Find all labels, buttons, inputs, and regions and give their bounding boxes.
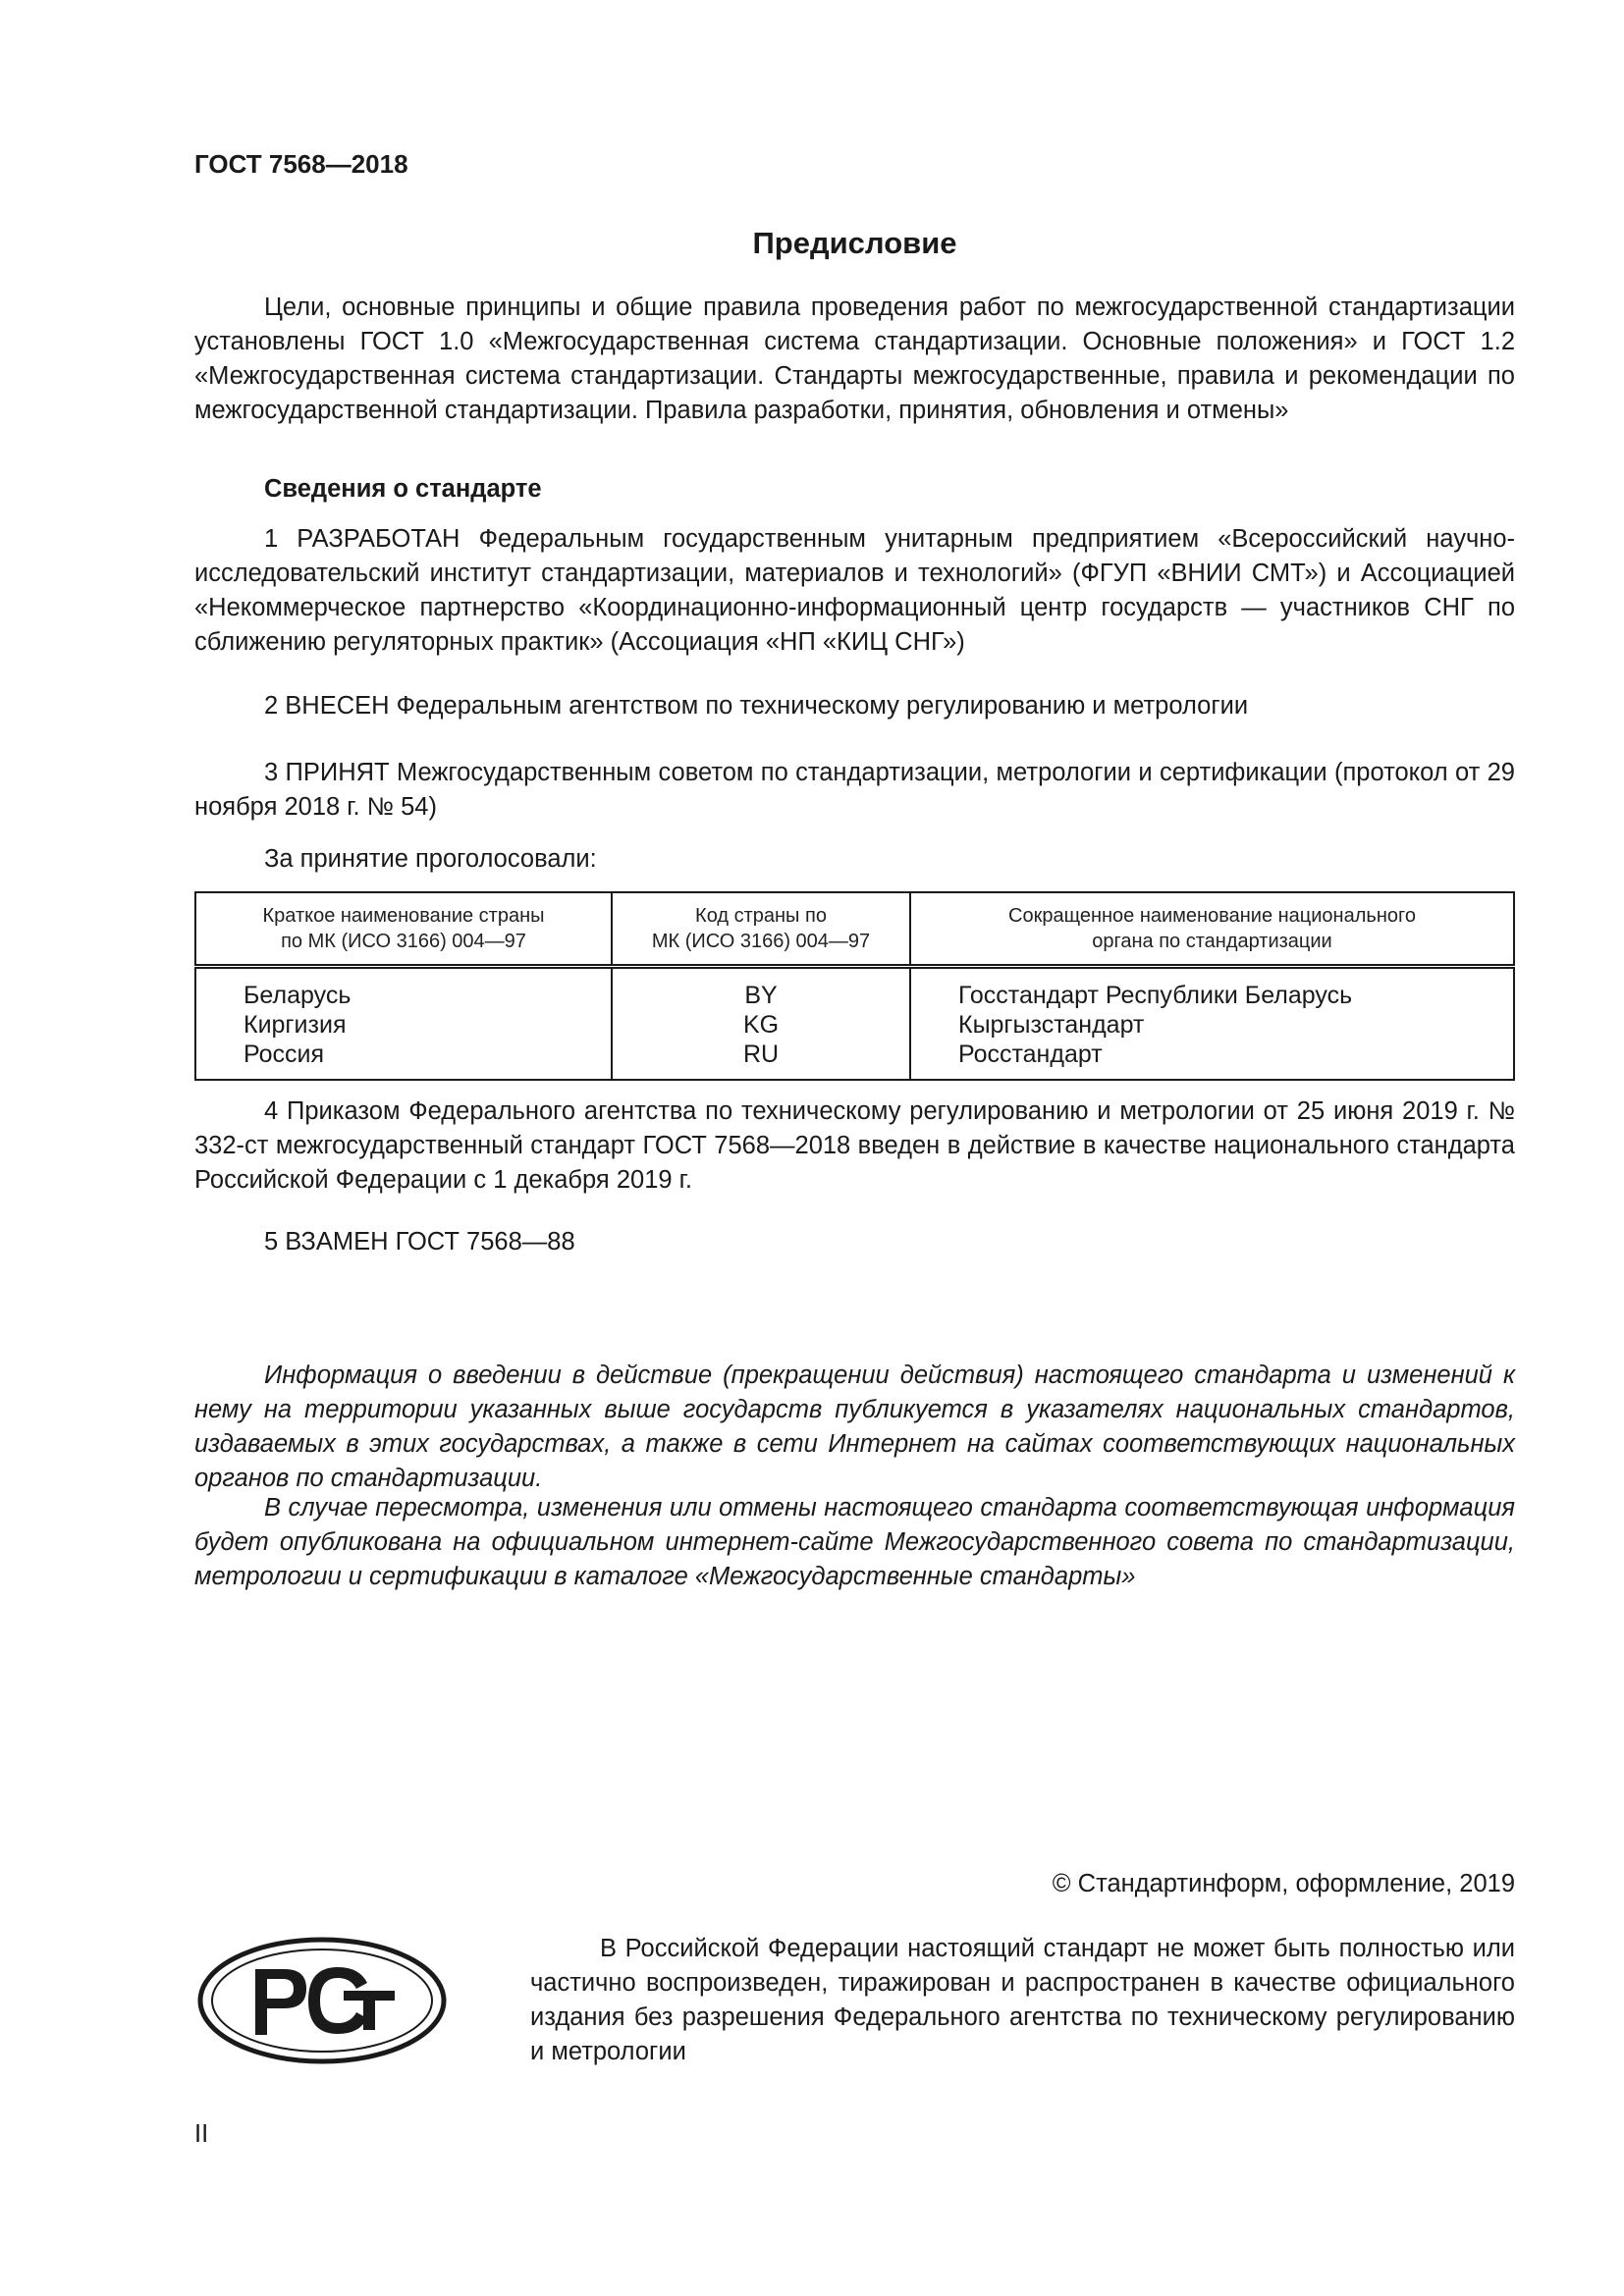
- header-country-code: Код страны по МК (ИСО 3166) 004—97: [612, 892, 910, 967]
- cell-code: BY: [612, 967, 910, 1011]
- copyright-line: © Стандартинформ, оформление, 2019: [1052, 1870, 1515, 1897]
- cell-country: Россия: [195, 1040, 612, 1080]
- voted-label: За принятие проголосовали:: [264, 845, 597, 873]
- cell-code: KG: [612, 1010, 910, 1040]
- cell-body: Кыргызстандарт: [910, 1010, 1514, 1040]
- cell-body: Госстандарт Республики Беларусь: [910, 967, 1514, 1011]
- item-2: 2 ВНЕСЕН Федеральным агентством по техническому регулированию и метрологии: [264, 692, 1249, 720]
- table-row: [195, 967, 1514, 1011]
- info-heading: Сведения о стандарте: [264, 475, 542, 503]
- header-national-body: Сокращенное наименование национального органа по стандартизации: [910, 892, 1514, 967]
- italic-note-2: В случае пересмотра, изменения или отмены настоящего стандарта соответствующая информация будет опубликована на официальном интернет-сайте Межгосударственного совета по стандартизации, метрологии и сертификации в каталоге «Межгосударственные стандарты»: [194, 1494, 1515, 1590]
- italic-note-1: Информация о введении в действие (прекращении действия) настоящего стандарта и изменений к нему на территории указанных выше государств публикуется в указателях национальных стандартов, издаваемых в этих государствах, а также в сети Интернет на сайтах соответствующих национальных органов по стандартизации.: [194, 1362, 1515, 1492]
- doc-code-header: ГОСТ 7568—2018: [194, 149, 408, 179]
- copyright-notice: В Российской Федерации настоящий стандарт не может быть полностью или частично воспроизведен, тиражирован и распространен в качестве официального издания без разрешения Федерального агентства по техническому регулированию и метрологии: [530, 1935, 1515, 2065]
- member-states-table: [194, 891, 1515, 1081]
- rst-mark-icon: [194, 1932, 450, 2069]
- page-title: Предисловие: [752, 226, 957, 260]
- item-1: 1 РАЗРАБОТАН Федеральным государственным унитарным предприятием «Всероссийский научно-исследовательский институт стандартизации, материалов и технологий» (ФГУП «ВНИИ СМТ») и Ассоциацией «Некоммерческое партнерство «Координационно-информационный центр государств — участников СНГ по сближению регуляторных практик» (Ассоциация «НП «КИЦ СНГ»): [194, 525, 1515, 656]
- table-header-row: [195, 892, 1514, 967]
- page-number: II: [194, 2120, 209, 2148]
- cell-code: RU: [612, 1040, 910, 1080]
- item-3: 3 ПРИНЯТ Межгосударственным советом по стандартизации, метрологии и сертификации (протокол от 29 ноября 2018 г. № 54): [194, 759, 1515, 821]
- cell-body: Росстандарт: [910, 1040, 1514, 1080]
- item-5: 5 ВЗАМЕН ГОСТ 7568—88: [264, 1228, 575, 1255]
- cell-country: Беларусь: [195, 967, 612, 1011]
- table-row: [195, 1010, 1514, 1040]
- cell-country: Киргизия: [195, 1010, 612, 1040]
- header-country-name: Краткое наименование страны по МК (ИСО 3166) 004—97: [195, 892, 612, 967]
- item-4: 4 Приказом Федерального агентства по техническому регулированию и метрологии от 25 июня 2019 г. № 332-ст межгосударственный стандарт ГОСТ 7568—2018 введен в действие в качестве национального стандарта Российской Федерации с 1 декабря 2019 г.: [194, 1097, 1515, 1194]
- document-page: [194, 0, 1515, 2296]
- table-row: [195, 1040, 1514, 1080]
- intro-paragraph: Цели, основные принципы и общие правила проведения работ по межгосударственной стандартизации установлены ГОСТ 1.0 «Межгосударственная система стандартизации. Основные положения» и ГОСТ 1.2 «Межгосударственная система стандартизации. Стандарты межгосударственные, правила и рекомендации по межгосударственной стандартизации. Правила разработки, принятия, обновления и отмены»: [194, 294, 1515, 424]
